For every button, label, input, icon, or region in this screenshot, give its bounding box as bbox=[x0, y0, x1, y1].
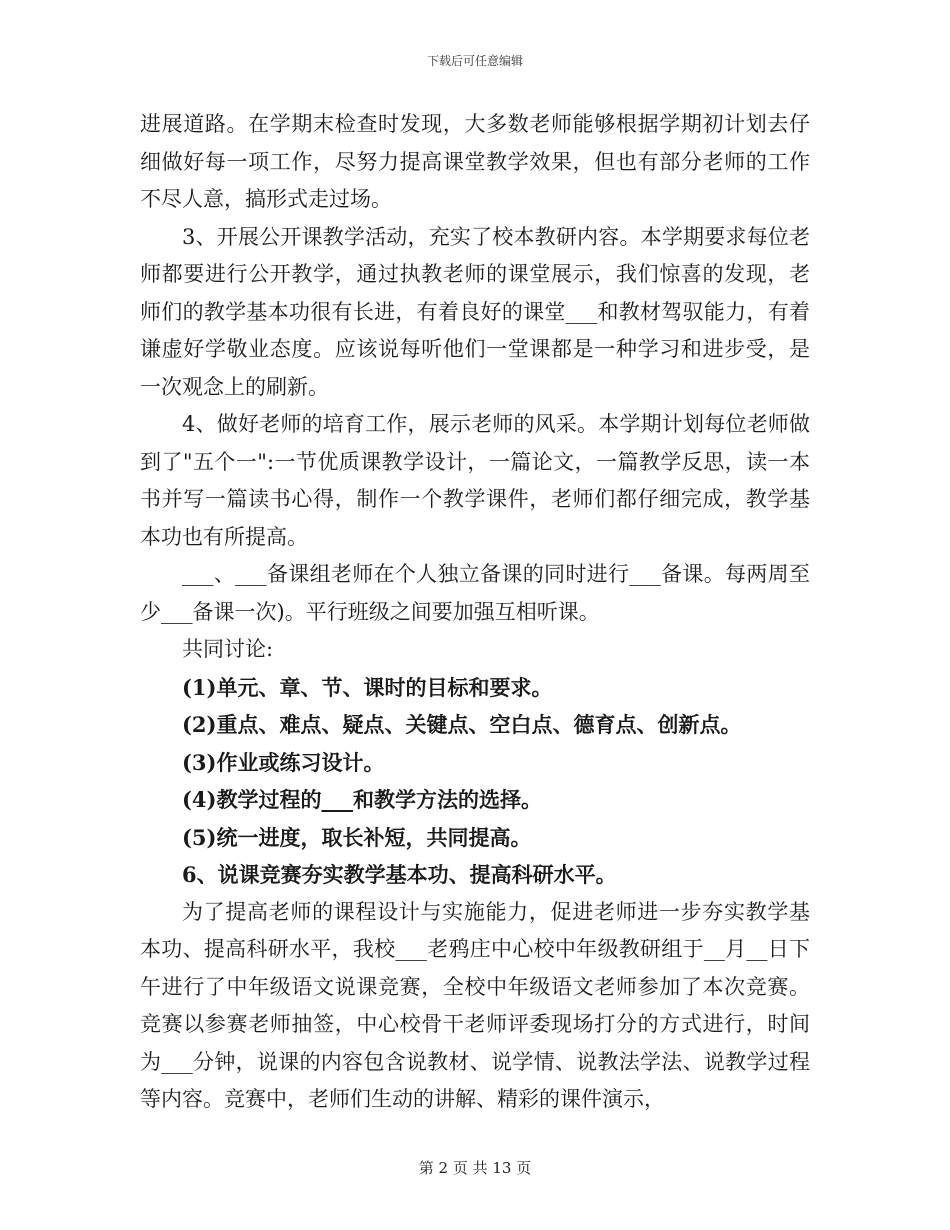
list-item-1: (1)单元、章、节、课时的目标和要求。 bbox=[182, 674, 553, 700]
list-item-4: (4)教学过程的___和教学方法的选择。 bbox=[182, 787, 542, 812]
page-header: 下载后可任意编辑 bbox=[426, 54, 523, 68]
paragraph-item-5: ___、___备课组老师在个人独立备课的同时进行___备课。每两周至少___备课一次)。平行班级之间要加强互相听课。 bbox=[140, 562, 810, 624]
list-item-3: (3)作业或练习设计。 bbox=[182, 749, 385, 775]
section-heading-6: 6、说课竞赛夯实教学基本功、提高科研水平。 bbox=[182, 862, 617, 887]
paragraph-item-4: 4、做好老师的培育工作，展示老师的风采。本学期计划每位老师做到了"五个一":一节优质课教学设计，一篇论文，一篇教学反思，读一本书并写一篇读书心得，制作一个教学课件，老师们都仔细完成，教学基本功也有所提高。 bbox=[140, 412, 810, 549]
page-number: 第 2 页 共 13 页 bbox=[418, 1159, 532, 1177]
document-body bbox=[140, 106, 810, 1119]
paragraph-item-3: 3、开展公开课教学活动，充实了校本教研内容。本学期要求每位老师都要进行公开教学，通过执教老师的课堂展示，我们惊喜的发现，老师们的教学基本功很有长进，有着良好的课堂___和教材驾驭能力，有着谦虚好学敬业态度。应该说每听他们一堂课都是一种学习和进步受，是一次观念上的刷新。 bbox=[140, 224, 810, 399]
list-item-2: (2)重点、难点、疑点、关键点、空白点、德育点、创新点。 bbox=[182, 712, 742, 737]
paragraph-item-6: 为了提高老师的课程设计与实施能力，促进老师进一步夯实教学基本功、提高科研水平，我校___老鸦庄中心校中年级教研组于__月__日下午进行了中年级语文说课竞赛，全校中年级语文老师参加了本次竞赛。竞赛以参赛老师抽签，中心校骨干老师评委现场打分的方式进行，时间为___分钟，说课的内容包含说教材、说学情、说教法学法、说教学过程等内容。竞赛中，老师们生动的讲解、精彩的课件演示， bbox=[140, 899, 810, 1111]
paragraph-continuation: 进展道路。在学期末检查时发现，大多数老师能够根据学期初计划去仔细做好每一项工作，尽努力提高课堂教学效果，但也有部分老师的工作不尽人意，搞形式走过场。 bbox=[140, 112, 810, 211]
paragraph-discussion-intro: 共同讨论: bbox=[182, 637, 274, 661]
list-item-5: (5)统一进度，取长补短，共同提高。 bbox=[182, 824, 532, 850]
